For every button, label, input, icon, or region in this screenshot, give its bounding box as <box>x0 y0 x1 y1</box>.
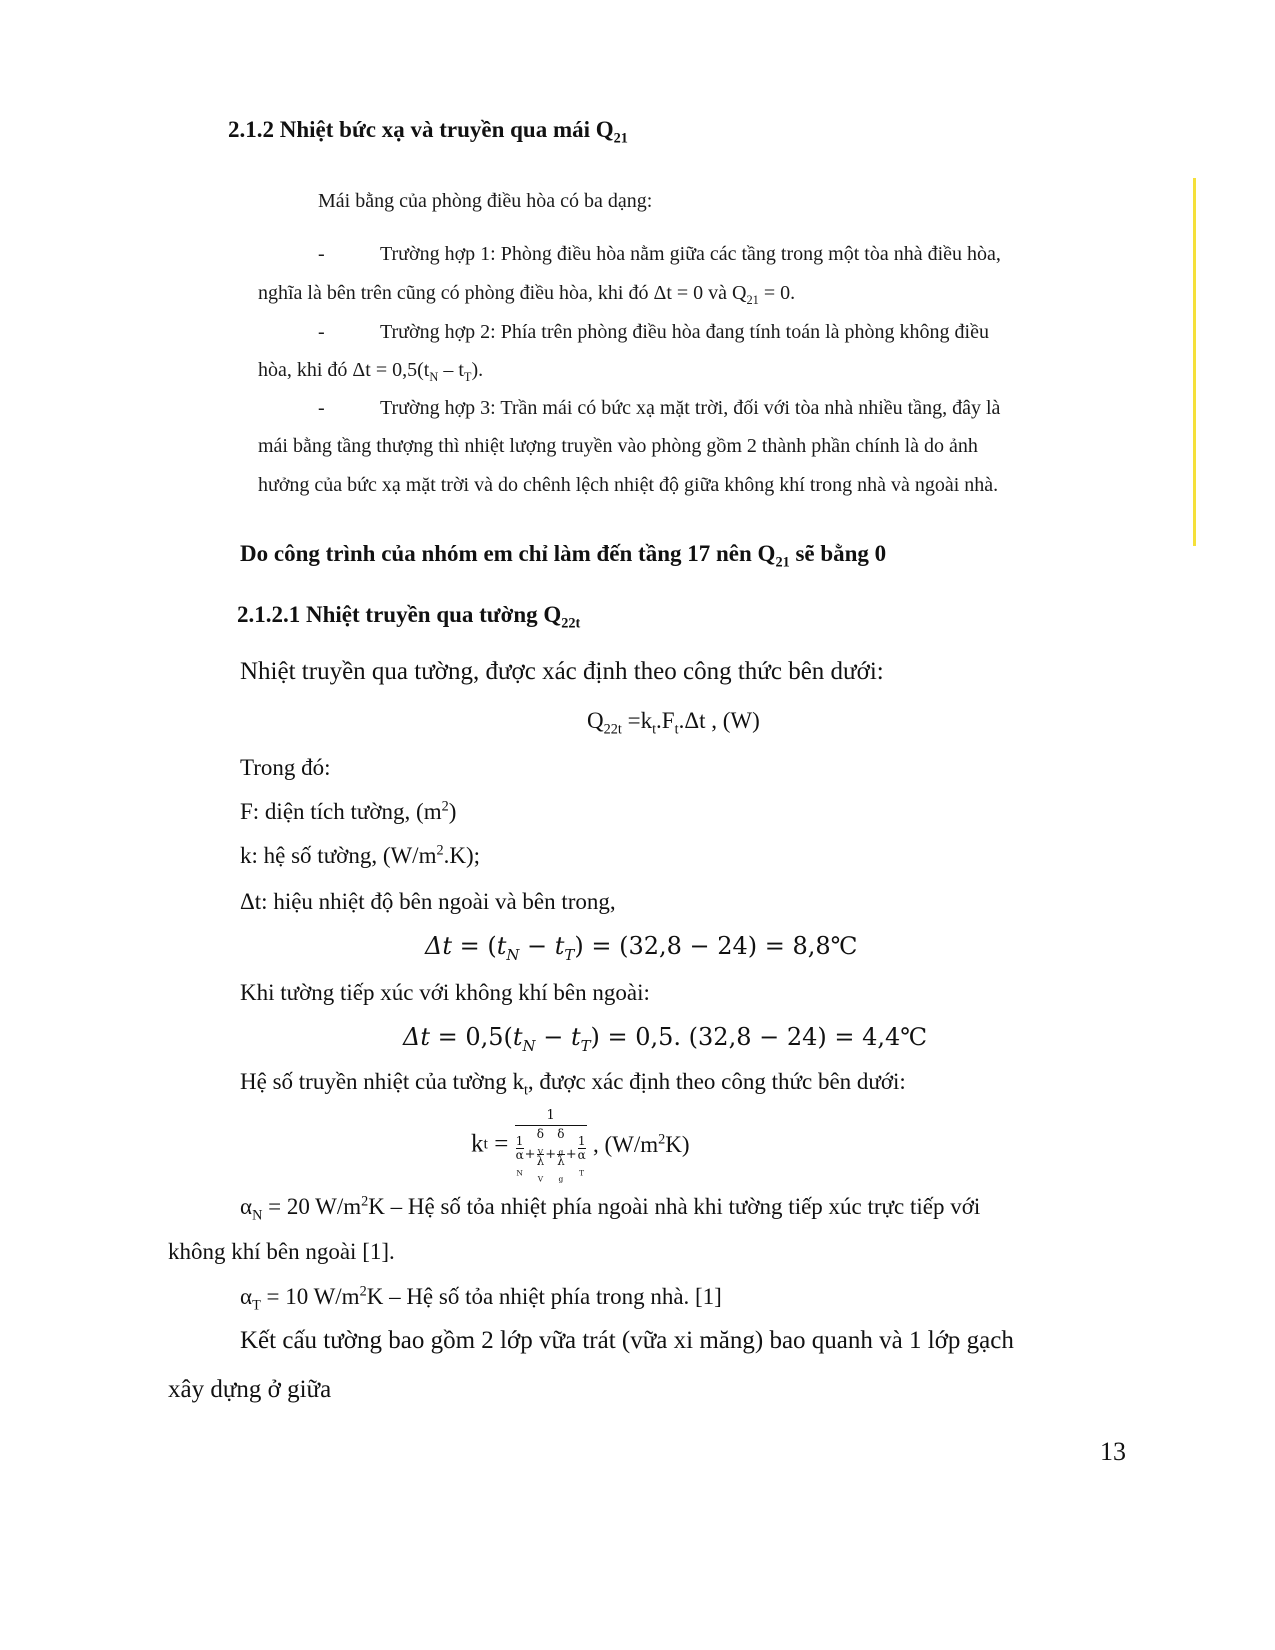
khi-tuong-line: Khi tường tiếp xúc với không khí bên ngoài: <box>240 980 650 1005</box>
intro-line: Nhiệt truyền qua tường, được xác định theo công thức bên dưới: <box>240 658 884 685</box>
alpha-t-line: $\alpha_T = 10$ $W/m^2K$ – Hệ số tỏa nhiệt phía trong nhà. [1] <box>240 1283 722 1314</box>
trong-do-label: Trong đó: <box>240 755 331 780</box>
page-number: 13 <box>1100 1437 1126 1466</box>
bullet-3: - <box>318 397 325 419</box>
equation-delta-t-2: $\Delta t = 0,5(t_N - t_T) = 0,5$. (32,8 − 24) = 4,4℃ <box>403 1023 928 1055</box>
case1-line2: nghĩa là bên trên cũng có phòng điều hòa, khi đó Δt = 0 và $Q_{21} = 0$. <box>258 282 796 307</box>
formula-q22t: $Q_{22t} =k_t.F_t.\Delta t$ , (W) <box>587 708 760 738</box>
conclusion-line: Do công trình của nhóm em chỉ làm đến tầng 17 nên $Q_{21}$ sẽ bằng 0 <box>240 541 887 571</box>
alpha-n-line: $\alpha_N = 20$ $W/m^2K$ – Hệ số tỏa nhiệt phía ngoài nhà khi tường tiếp xúc trực tiếp với <box>240 1193 981 1224</box>
bullet-2: - <box>318 321 325 343</box>
section-heading-2-1-2: 2.1.2 Nhiệt bức xạ và truyền qua mái $Q_{21}$ <box>228 117 628 147</box>
def-F: F: diện tích tường, $(m^2)$ <box>240 798 457 824</box>
case3-line3: hưởng của bức xạ mặt trời và do chênh lệch nhiệt độ giữa không khí trong nhà và ngoài nhà. <box>258 474 999 496</box>
alpha-n-line2: không khí bên ngoài [1]. <box>168 1239 395 1264</box>
case2-line1: Trường hợp 2: Phía trên phòng điều hòa đang tính toán là phòng không điều <box>380 321 989 343</box>
def-delta-t: Δt: hiệu nhiệt độ bên ngoài và bên trong, <box>240 889 616 914</box>
bullet-1: - <box>318 243 325 265</box>
equation-delta-t-1: $\Delta t = (t_N - t_T) = (32,8 - 24)$ = 8,8℃ <box>425 932 858 964</box>
formula-kt: kt = 1 1 α $_N$ + δ $_V$ λ $_V$ + δ $_g$ λ $_g$ + 1 α $_T$ , $(W/m^2K)$ <box>471 1108 690 1184</box>
ket-cau-line1: Kết cấu tường bao gồm 2 lớp vữa trát (vữa xi măng) bao quanh và 1 lớp gạch <box>240 1327 1014 1354</box>
he-so-line: Hệ số truyền nhiệt của tường $k_t$, được xác định theo công thức bên dưới: <box>240 1069 906 1099</box>
image-intro: Mái bằng của phòng điều hòa có ba dạng: <box>318 190 653 212</box>
section-heading-2-1-2-1: 2.1.2.1 Nhiệt truyền qua tường $Q_{22t}$ <box>237 602 581 632</box>
case3-line1: Trường hợp 3: Trần mái có bức xạ mặt trời, đối với tòa nhà nhiều tầng, đây là <box>380 397 1001 419</box>
case2-line2: hòa, khi đó $\Delta t = 0,5(t_N - t_T)$. <box>258 359 484 384</box>
ket-cau-line2: xây dựng ở giữa <box>168 1376 332 1403</box>
case1-line1: Trường hợp 1: Phòng điều hòa nằm giữa các tầng trong một tòa nhà điều hòa, <box>380 243 1001 265</box>
def-k: k: hệ số tường, $(W/m^2.K)$; <box>240 842 481 868</box>
accent-line <box>1193 178 1196 546</box>
case3-line2: mái bằng tầng thượng thì nhiệt lượng truyền vào phòng gồm 2 thành phần chính là do ảnh <box>258 435 978 457</box>
kt-fraction: 1 1 α $_N$ + δ $_V$ λ $_V$ + δ $_g$ λ $_g$ + 1 α $_T$ <box>515 1108 586 1184</box>
